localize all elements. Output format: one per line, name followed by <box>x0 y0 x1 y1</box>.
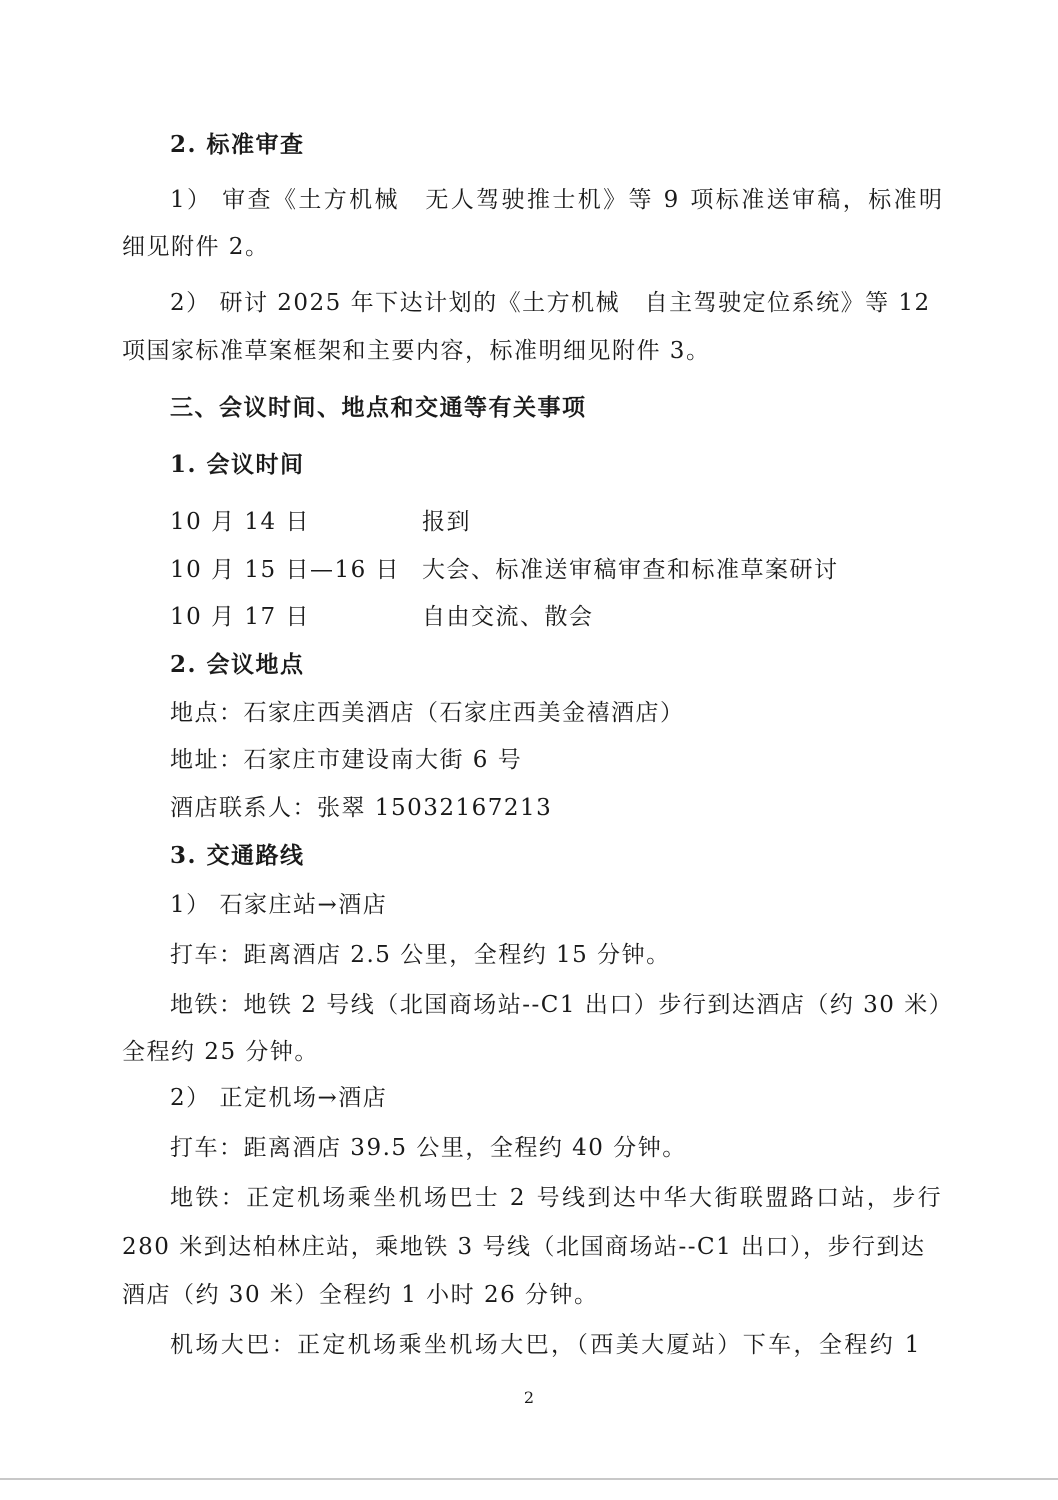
route-airport-metro-line-3: 酒店（约 30 米）全程约 1 小时 26 分钟。 <box>122 1282 599 1308</box>
route-airport-taxi: 打车：距离酒店 39.5 公里，全程约 40 分钟。 <box>170 1135 687 1161</box>
paragraph-review-item-2-line-2: 项国家标准草案框架和主要内容，标准明细见附件 3。 <box>122 338 711 364</box>
subheading-meeting-time: 1. 会议时间 <box>170 451 305 478</box>
schedule-event: 大会、标准送审稿审查和标准草案研讨 <box>422 557 839 583</box>
route-heading-station: 1） 石家庄站→酒店 <box>170 892 388 918</box>
route-airport-bus: 机场大巴：正定机场乘坐机场大巴，（西美大厦站）下车，全程约 1 <box>170 1332 922 1358</box>
route-station-metro-line-1: 地铁：地铁 2 号线（北国商场站--C1 出口）步行到达酒店（约 30 米） <box>170 992 954 1018</box>
route-heading-airport: 2） 正定机场→酒店 <box>170 1085 388 1111</box>
paragraph-review-item-2-line-1: 2） 研讨 2025 年下达计划的《土方机械 自主驾驶定位系统》等 12 <box>170 290 931 316</box>
venue-address: 地址：石家庄市建设南大街 6 号 <box>170 747 523 773</box>
page-number: 2 <box>523 1388 535 1407</box>
route-airport-metro-line-2: 280 米到达柏林庄站，乘地铁 3 号线（北国商场站--C1 出口），步行到达 <box>122 1234 926 1260</box>
schedule-date: 10 月 17 日 <box>170 604 310 630</box>
hotel-contact: 酒店联系人：张翠 15032167213 <box>170 795 553 821</box>
section-heading-standard-review: 2. 标准审查 <box>170 131 305 158</box>
route-airport-metro-line-1: 地铁：正定机场乘坐机场巴士 2 号线到达中华大街联盟路口站，步行 <box>170 1185 944 1211</box>
schedule-date: 10 月 14 日 <box>170 509 310 535</box>
route-station-metro-line-2: 全程约 25 分钟。 <box>122 1039 319 1065</box>
venue-name: 地点：石家庄西美酒店（石家庄西美金禧酒店） <box>170 700 685 726</box>
page-bottom-edge <box>0 1478 1058 1480</box>
subheading-transport-routes: 3. 交通路线 <box>170 842 305 869</box>
schedule-date: 10 月 15 日—16 日 <box>170 557 401 583</box>
schedule-event: 报到 <box>422 509 471 535</box>
paragraph-review-item-1-line-1: 1） 审查《土方机械 无人驾驶推士机》等 9 项标准送审稿，标准明 <box>170 187 945 213</box>
section-heading-meeting-arrangements: 三、会议时间、地点和交通等有关事项 <box>170 394 587 421</box>
schedule-event: 自由交流、散会 <box>422 604 594 630</box>
subheading-meeting-venue: 2. 会议地点 <box>170 651 305 678</box>
paragraph-review-item-1-line-2: 细见附件 2。 <box>122 234 270 260</box>
route-station-taxi: 打车：距离酒店 2.5 公里，全程约 15 分钟。 <box>170 942 671 968</box>
